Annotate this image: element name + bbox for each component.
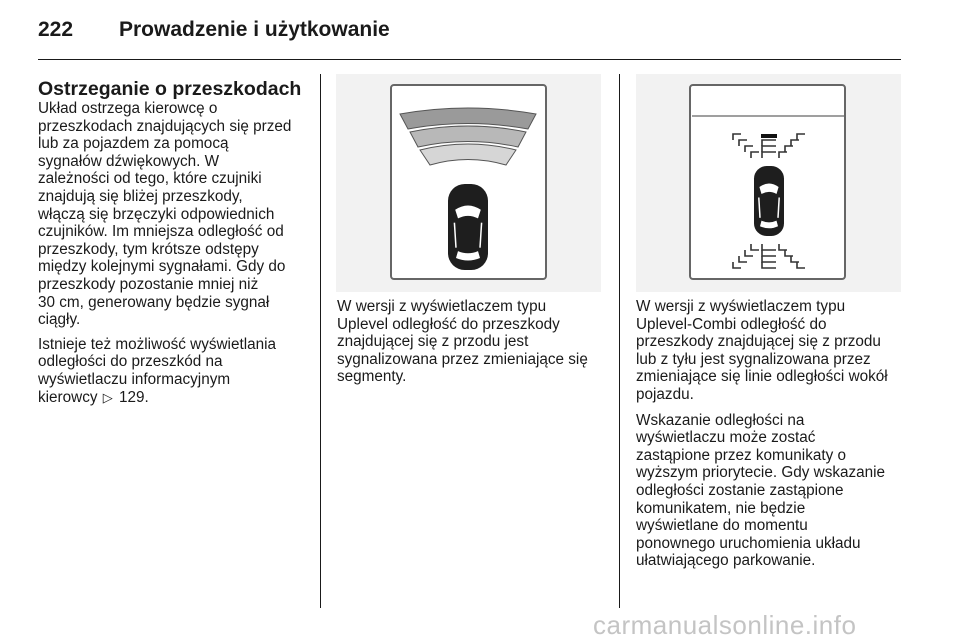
distance-line <box>733 134 741 140</box>
distance-line <box>791 256 799 262</box>
paragraph-1 <box>38 100 313 329</box>
caption-line: W wersji z wyświetlaczem typu <box>337 298 547 315</box>
distance-line <box>797 134 805 140</box>
caption-line: Wskazanie odległości na <box>636 411 805 429</box>
caption-line: pojazdu. <box>636 385 694 403</box>
page-reference-link[interactable]: 129. <box>119 388 149 406</box>
caption-line: ułatwiającego parkowanie. <box>636 552 816 570</box>
header-rule <box>38 59 901 60</box>
text-line: czujników. Im mniejsza odległość od <box>38 223 284 241</box>
distance-line <box>762 262 776 268</box>
paragraph-2 <box>38 336 313 406</box>
page-number: 222 <box>38 18 74 41</box>
caption-line: wyświetlane do momentu <box>636 517 808 535</box>
text-line: sygnałów dźwiękowych. W <box>38 152 220 170</box>
distance-line <box>785 250 793 256</box>
text-line: lub za pojazdem za pomocą <box>38 135 229 153</box>
caption-uplevel <box>337 298 612 394</box>
distance-line <box>745 250 753 256</box>
caption-line: zastąpione przez komunikaty o <box>636 446 847 464</box>
caption-line: wyświetlaczu może zostać <box>636 429 816 447</box>
uplevel-display-graphic <box>336 74 601 292</box>
distance-line <box>791 140 799 146</box>
caption-line: sygnalizowana przez zmieniające się <box>337 350 588 368</box>
page-title: Prowadzenie i użytkowanie <box>119 18 390 41</box>
text-fragment: kierowcy <box>38 388 98 406</box>
caption-line: lub z tyłu jest sygnalizowana przez <box>636 350 871 368</box>
text-line: Układ ostrzega kierowcę o <box>38 100 218 117</box>
distance-line <box>785 146 793 152</box>
column-divider <box>619 74 620 608</box>
section-heading: Ostrzeganie o przeszkodach <box>38 78 302 100</box>
distance-line <box>751 152 759 158</box>
caption-line: odległości zostanie zastąpione <box>636 481 844 499</box>
text-line: zależności od tego, które czujniki <box>38 170 262 188</box>
caption-line: zmieniające się linie odległości wokół <box>636 368 888 386</box>
caption-line: wyższym priorytecie. Gdy wskazanie <box>636 464 886 482</box>
page-reference-icon: ▷ <box>102 389 113 405</box>
distance-line <box>762 140 776 146</box>
caption-line: Uplevel-Combi odległość do <box>636 315 827 333</box>
caption-line: segmenty. <box>337 368 407 386</box>
uplevel-combi-display-graphic <box>636 74 901 292</box>
text-line: znajdują się bliżej przeszkody, <box>38 187 243 205</box>
illustration-uplevel <box>336 74 601 292</box>
distance-line <box>797 262 805 268</box>
distance-line <box>762 146 776 152</box>
column-divider <box>320 74 321 608</box>
left-column <box>38 78 313 413</box>
distance-line <box>751 244 759 250</box>
text-line: wyświetlaczu informacyjnym <box>38 370 231 388</box>
caption-line: przeszkody znajdującej się z przodu <box>636 333 881 351</box>
distance-line-active <box>761 134 777 138</box>
distance-line <box>779 152 787 158</box>
distance-line <box>762 250 776 256</box>
distance-line <box>739 256 747 262</box>
text-line: 30 cm, generowany będzie sygnał <box>38 293 270 311</box>
caption-line: komunikatem, nie będzie <box>636 499 806 517</box>
caption-line: W wersji z wyświetlaczem typu <box>636 298 846 315</box>
text-line: Istnieje też możliwość wyświetlania <box>38 335 277 353</box>
watermark: carmanualsonline.info <box>593 610 857 640</box>
distance-line <box>779 244 787 250</box>
illustration-uplevel-combi <box>636 74 901 292</box>
distance-line <box>762 244 776 250</box>
text-line: przeszkodach znajdujących się przed <box>38 117 292 135</box>
text-line: między kolejnymi sygnałami. Gdy do <box>38 258 286 276</box>
distance-line <box>762 256 776 262</box>
text-line: przeszkody pozostanie mniej niż <box>38 275 259 293</box>
caption-uplevel-combi <box>636 298 906 578</box>
text-line: ciągły. <box>38 311 81 329</box>
text-line <box>38 389 313 407</box>
caption-line: ponownego uruchomienia układu <box>636 534 861 552</box>
distance-line <box>745 146 753 152</box>
text-line: włączą się brzęczyki odpowiednich <box>38 205 275 223</box>
page-header <box>38 18 908 48</box>
caption-line: znajdującej się z przodu jest <box>337 333 529 351</box>
caption-line: Uplevel odległość do przeszkody <box>337 315 560 333</box>
distance-line <box>733 262 741 268</box>
text-line: przeszkody, tym krótsze odstępy <box>38 240 259 258</box>
distance-line <box>739 140 747 146</box>
distance-line <box>762 152 776 158</box>
distance-segment <box>420 144 516 165</box>
text-line: odległości do przeszkód na <box>38 353 223 371</box>
